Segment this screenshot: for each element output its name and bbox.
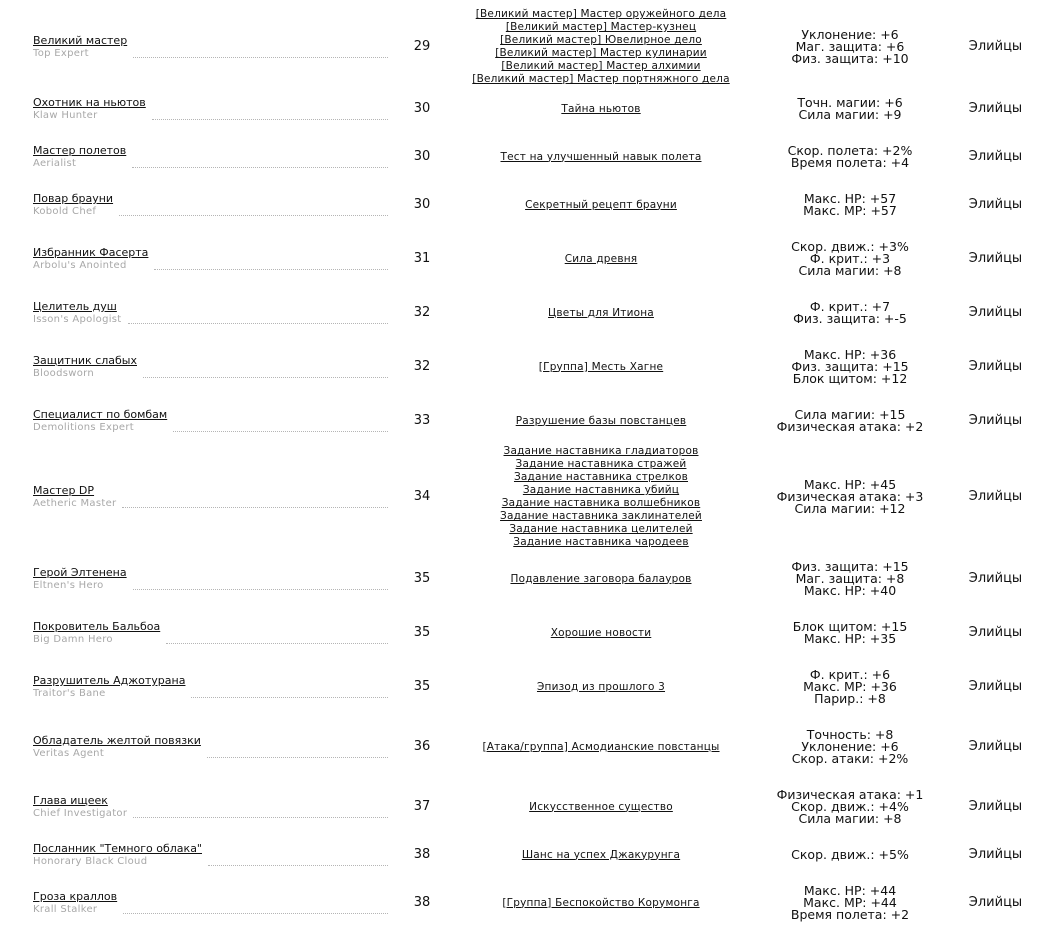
dotted-leader	[133, 57, 388, 58]
table-row	[0, 727, 1059, 767]
table-row	[0, 613, 1059, 653]
stat-bonus-list	[760, 669, 940, 705]
stat-bonus-list	[760, 885, 940, 921]
race-value: Элийцы	[968, 359, 1023, 374]
quest-link[interactable]: Разрушение базы повстанцев	[515, 414, 687, 427]
title-name-link[interactable]: Посланник "Темного облака"	[33, 842, 202, 855]
quest-link[interactable]: [Великий мастер] Мастер кулинарии	[495, 47, 707, 59]
stat-bonus: Парир.: +8	[814, 691, 886, 706]
table-row	[0, 835, 1059, 875]
table-row	[0, 883, 1059, 923]
stat-bonus: Скор. движ.: +5%	[791, 847, 909, 862]
title-english-name: Chief Investigator	[33, 808, 128, 819]
race-value: Элийцы	[968, 847, 1023, 862]
title-name-link[interactable]: Великий мастер	[33, 34, 128, 47]
title-name-link[interactable]: Защитник слабых	[33, 354, 137, 367]
stat-bonus: Сила магии: +8	[798, 811, 902, 826]
title-english-name: Kobold Chef	[33, 206, 97, 217]
quest-link[interactable]: Шанс на успех Джакурунга	[521, 848, 681, 861]
stat-bonus: Макс. HP: +35	[803, 631, 897, 646]
quest-link[interactable]: Искусственное существо	[529, 800, 673, 813]
stat-bonus-list	[760, 193, 940, 217]
quest-list	[451, 741, 751, 754]
quest-link[interactable]: [Великий мастер] Мастер-кузнец	[505, 21, 697, 33]
title-english-name: Aerialist	[33, 158, 77, 169]
title-english-name: Arbolu's Anointed	[33, 260, 127, 271]
title-cell	[33, 445, 388, 549]
title-name-link[interactable]: Повар брауни	[33, 192, 114, 205]
dotted-leader	[143, 377, 388, 378]
title-cell	[33, 293, 388, 333]
race-value: Элийцы	[968, 101, 1023, 116]
quest-link[interactable]: Задание наставника чародеев	[513, 536, 689, 548]
title-name-link[interactable]: Глава ищеек	[33, 794, 108, 807]
race-value: Элийцы	[968, 489, 1023, 504]
title-english-name: Eltnen's Hero	[33, 580, 104, 591]
title-english-name: Klaw Hunter	[33, 110, 98, 121]
stat-bonus: Макс. HP: +57	[803, 191, 897, 206]
title-cell	[33, 727, 388, 767]
stat-bonus: Физическая атака: +1	[776, 787, 924, 802]
dotted-leader	[166, 643, 388, 644]
table-row	[0, 787, 1059, 827]
race-value: Элийцы	[968, 739, 1023, 754]
quest-link[interactable]: Задание наставника гладиаторов	[503, 445, 699, 457]
level-value: 31	[413, 251, 431, 266]
table-row	[0, 445, 1059, 549]
stat-bonus: Маг. защита: +8	[795, 571, 905, 586]
stat-bonus: Скор. атаки: +2%	[791, 751, 909, 766]
quest-list	[451, 445, 751, 549]
stat-bonus: Скор. движ.: +4%	[791, 799, 909, 814]
title-cell	[33, 835, 388, 875]
dotted-leader	[123, 913, 388, 914]
dotted-leader	[132, 167, 388, 168]
quest-list	[451, 103, 751, 116]
quest-link[interactable]: Задание наставника целителей	[509, 523, 693, 535]
stat-bonus: Уклонение: +6	[801, 27, 899, 42]
stat-bonus: Точность: +8	[806, 727, 894, 742]
title-cell	[33, 667, 388, 707]
stat-bonus: Макс. HP: +36	[803, 347, 897, 362]
title-name-link[interactable]: Специалист по бомбам	[33, 408, 168, 421]
stat-bonus: Физ. защита: +-5	[793, 311, 907, 326]
title-english-name: Traitor's Bane	[33, 688, 106, 699]
quest-list	[451, 253, 751, 266]
table-row	[0, 559, 1059, 599]
title-cell	[33, 8, 388, 86]
quest-list	[451, 681, 751, 694]
race-value: Элийцы	[968, 895, 1023, 910]
title-english-name: Bloodsworn	[33, 368, 95, 379]
stat-bonus-list	[760, 409, 940, 433]
dotted-leader	[122, 507, 388, 508]
quest-link[interactable]: Задание наставника волшебников	[501, 497, 701, 509]
quest-list	[451, 897, 751, 910]
title-english-name: Aetheric Master	[33, 498, 117, 509]
level-value: 30	[413, 197, 431, 212]
title-cell	[33, 401, 388, 441]
stat-bonus: Макс. MP: +44	[803, 895, 897, 910]
table-row	[0, 401, 1059, 441]
quest-link[interactable]: Задание наставника заклинателей	[500, 510, 702, 522]
quest-link[interactable]: [Великий мастер] Мастер портняжного дела	[472, 73, 730, 85]
stat-bonus-list	[760, 97, 940, 121]
title-name-link[interactable]: Гроза краллов	[33, 890, 118, 903]
quest-link[interactable]: [Великий мастер] Мастер оружейного дела	[475, 8, 727, 20]
stat-bonus: Скор. полета: +2%	[787, 143, 913, 158]
race-value: Элийцы	[968, 679, 1023, 694]
title-cell	[33, 559, 388, 599]
level-value: 32	[413, 305, 431, 320]
race-value: Элийцы	[968, 413, 1023, 428]
stat-bonus-list	[760, 729, 940, 765]
dotted-leader	[152, 119, 388, 120]
stat-bonus: Макс. MP: +36	[803, 679, 897, 694]
title-cell	[33, 239, 388, 279]
title-english-name: Big Damn Hero	[33, 634, 113, 645]
quest-list	[451, 8, 751, 86]
stat-bonus: Маг. защита: +6	[795, 39, 905, 54]
table-row	[0, 239, 1059, 279]
table-row	[0, 137, 1059, 177]
stat-bonus: Макс. HP: +40	[803, 583, 897, 598]
stat-bonus: Сила магии: +15	[794, 407, 906, 422]
race-value: Элийцы	[968, 39, 1023, 54]
quest-link[interactable]: [Группа] Беспокойство Корумонга	[502, 896, 700, 909]
quest-list	[451, 199, 751, 212]
stat-bonus: Физическая атака: +3	[776, 489, 924, 504]
race-value: Элийцы	[968, 305, 1023, 320]
table-row	[0, 8, 1059, 86]
dotted-leader	[208, 865, 388, 866]
level-value: 35	[413, 571, 431, 586]
stat-bonus: Ф. крит.: +3	[809, 251, 891, 266]
title-cell	[33, 787, 388, 827]
dotted-leader	[119, 215, 388, 216]
stat-bonus: Время полета: +4	[790, 155, 910, 170]
stat-bonus: Время полета: +2	[790, 907, 910, 922]
title-english-name: Top Expert	[33, 48, 89, 59]
stat-bonus: Ф. крит.: +6	[809, 667, 891, 682]
stat-bonus-list	[760, 789, 940, 825]
quest-link[interactable]: Подавление заговора балауров	[510, 572, 692, 585]
quest-link[interactable]: [Группа] Месть Хагне	[538, 360, 664, 373]
quest-list	[451, 361, 751, 374]
title-english-name: Krall Stalker	[33, 904, 98, 915]
table-row	[0, 89, 1059, 129]
title-english-name: Isson's Apologist	[33, 314, 122, 325]
quest-link[interactable]: [Великий мастер] Ювелирное дело	[500, 34, 702, 46]
dotted-leader	[133, 589, 388, 590]
title-cell	[33, 137, 388, 177]
stat-bonus-list	[760, 349, 940, 385]
quest-link[interactable]: Секретный рецепт брауни	[525, 198, 677, 211]
title-english-name: Veritas Agent	[33, 748, 105, 759]
quest-list	[451, 307, 751, 320]
title-cell	[33, 89, 388, 129]
table-row	[0, 293, 1059, 333]
quest-link[interactable]: Тест на улучшенный навык полета	[500, 150, 702, 163]
title-cell	[33, 347, 388, 387]
dotted-leader	[133, 817, 388, 818]
stat-bonus: Блок щитом: +15	[792, 619, 908, 634]
stat-bonus-list	[760, 145, 940, 169]
stat-bonus-list	[760, 29, 940, 65]
stat-bonus-list	[760, 561, 940, 597]
race-value: Элийцы	[968, 799, 1023, 814]
stat-bonus: Уклонение: +6	[801, 739, 899, 754]
quest-link[interactable]: Тайна ньютов	[561, 102, 641, 115]
race-value: Элийцы	[968, 625, 1023, 640]
level-value: 38	[413, 895, 431, 910]
stat-bonus: Физическая атака: +2	[776, 419, 924, 434]
stat-bonus: Сила магии: +9	[798, 107, 902, 122]
quest-list	[451, 801, 751, 814]
level-value: 35	[413, 679, 431, 694]
dotted-leader	[154, 269, 388, 270]
quest-link[interactable]: [Атака/группа] Асмодианские повстанцы	[482, 740, 720, 753]
level-value: 30	[413, 149, 431, 164]
title-name-link[interactable]: Охотник на ньютов	[33, 96, 146, 109]
quest-list	[451, 627, 751, 640]
quest-list	[451, 573, 751, 586]
quest-link[interactable]: Задание наставника стражей	[515, 458, 687, 470]
title-english-name: Honorary Black Cloud	[33, 856, 148, 867]
level-value: 32	[413, 359, 431, 374]
title-name-link[interactable]: Мастер полетов	[33, 144, 127, 157]
title-name-link[interactable]: Обладатель желтой повязки	[33, 734, 201, 747]
stat-bonus: Макс. MP: +57	[803, 203, 897, 218]
quest-list	[451, 151, 751, 164]
quest-link[interactable]: Задание наставника стрелков	[513, 471, 689, 483]
stat-bonus: Макс. HP: +45	[803, 477, 897, 492]
stat-bonus-list	[760, 849, 940, 861]
table-row	[0, 347, 1059, 387]
level-value: 33	[413, 413, 431, 428]
race-value: Элийцы	[968, 251, 1023, 266]
level-value: 36	[413, 739, 431, 754]
level-value: 30	[413, 101, 431, 116]
title-name-link[interactable]: Мастер DP	[33, 484, 95, 497]
level-value: 29	[413, 39, 431, 54]
race-value: Элийцы	[968, 571, 1023, 586]
title-cell	[33, 185, 388, 225]
title-name-link[interactable]: Покровитель Бальбоа	[33, 620, 161, 633]
level-value: 34	[413, 489, 431, 504]
stat-bonus: Физ. защита: +15	[791, 359, 909, 374]
title-cell	[33, 613, 388, 653]
stat-bonus-list	[760, 479, 940, 515]
level-value: 38	[413, 847, 431, 862]
stat-bonus: Сила магии: +8	[798, 263, 902, 278]
stat-bonus: Ф. крит.: +7	[809, 299, 891, 314]
stat-bonus: Блок щитом: +12	[792, 371, 908, 386]
title-name-link[interactable]: Разрушитель Аджотурана	[33, 674, 186, 687]
dotted-leader	[191, 697, 388, 698]
stat-bonus: Точн. магии: +6	[797, 95, 903, 110]
stat-bonus: Физ. защита: +15	[791, 559, 909, 574]
title-english-name: Demolitions Expert	[33, 422, 134, 433]
stat-bonus: Макс. HP: +44	[803, 883, 897, 898]
stat-bonus: Физ. защита: +10	[791, 51, 909, 66]
quest-link[interactable]: Цветы для Итиона	[548, 306, 654, 319]
stat-bonus-list	[760, 241, 940, 277]
title-cell	[33, 883, 388, 923]
level-value: 35	[413, 625, 431, 640]
level-value: 37	[413, 799, 431, 814]
stat-bonus-list	[760, 621, 940, 645]
quest-list	[451, 415, 751, 428]
title-name-link[interactable]: Герой Элтенена	[33, 566, 127, 579]
quest-link[interactable]: Задание наставника убийц	[522, 484, 680, 496]
quest-link[interactable]: Хорошие новости	[550, 626, 652, 639]
dotted-leader	[207, 757, 388, 758]
quest-link[interactable]: Сила древня	[564, 252, 638, 265]
quest-list	[451, 849, 751, 862]
race-value: Элийцы	[968, 197, 1023, 212]
dotted-leader	[128, 323, 388, 324]
title-name-link[interactable]: Избранник Фасерта	[33, 246, 149, 259]
race-value: Элийцы	[968, 149, 1023, 164]
dotted-leader	[173, 431, 388, 432]
table-row	[0, 185, 1059, 225]
table-row	[0, 667, 1059, 707]
stat-bonus-list	[760, 301, 940, 325]
quest-link[interactable]: [Великий мастер] Мастер алхимии	[501, 60, 701, 72]
title-name-link[interactable]: Целитель душ	[33, 300, 117, 313]
stat-bonus: Скор. движ.: +3%	[791, 239, 909, 254]
quest-link[interactable]: Эпизод из прошлого 3	[536, 680, 666, 693]
stat-bonus: Сила магии: +12	[794, 501, 906, 516]
